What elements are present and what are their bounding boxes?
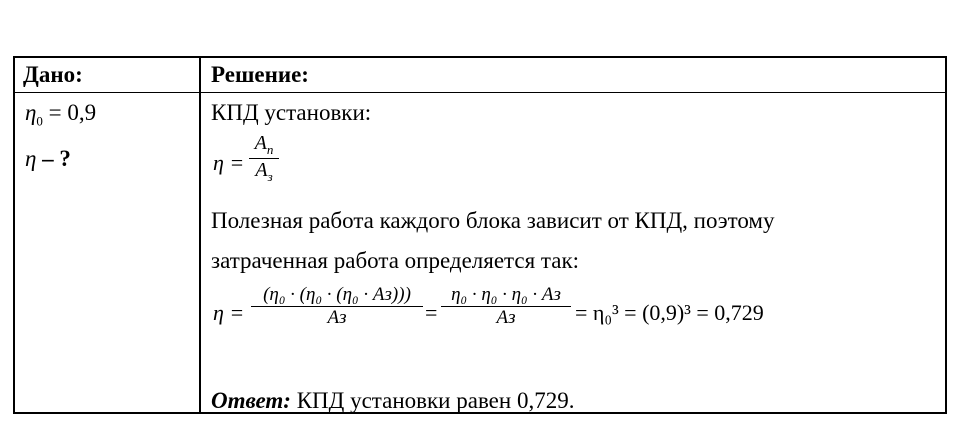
solution-table <box>13 56 947 414</box>
given-unknown-symbol: η <box>25 146 37 171</box>
given-eta0-value: = 0,9 <box>42 100 97 125</box>
formula2-num1: (η₀ · (η₀ · (η₀ · Aз))) <box>263 284 411 305</box>
formula2-fraction2 <box>441 284 571 329</box>
solution-header: Решение: <box>211 62 309 87</box>
given-unknown-rest: – ? <box>36 146 71 171</box>
formula1-lhs-text: η = <box>213 150 245 175</box>
formula2-fraction1 <box>251 284 423 329</box>
column-divider <box>199 58 201 412</box>
formula2-rest: = η₀³ = (0,9)³ = 0,729 <box>575 300 764 325</box>
formula1-num-text: A <box>254 132 267 154</box>
given-unknown <box>25 146 71 172</box>
answer-text: КПД установки равен 0,729. <box>290 388 575 413</box>
solution-intro: КПД установки: <box>211 100 372 125</box>
given-eta0-symbol: η <box>25 100 37 125</box>
answer-line <box>211 388 574 414</box>
solution-text-2: затраченная работа определяется так: <box>211 248 580 273</box>
formula1-fraction <box>249 132 279 185</box>
formula1-denominator <box>249 159 279 185</box>
formula2-den1: Aз <box>327 307 347 328</box>
formula2-eq2: = <box>425 300 438 325</box>
header-divider <box>15 92 945 93</box>
given-eta0-sub: 0 <box>36 113 43 129</box>
given-header: Дано: <box>23 62 83 87</box>
formula1-num-sub: п <box>266 142 274 157</box>
formula2-lhs <box>213 300 244 326</box>
formula1-numerator <box>249 132 279 158</box>
formula1-den-sub: з <box>267 169 273 184</box>
formula1-den-text: A <box>255 159 268 181</box>
answer-label: Ответ: <box>211 388 291 413</box>
formula2-den2: Aз <box>496 307 516 328</box>
formula2-lhs-text: η = <box>213 300 245 325</box>
solution-text-1: Полезная работа каждого блока зависит от КПД, поэтому <box>211 208 775 233</box>
formula1-lhs <box>213 150 244 176</box>
formula2-num2: η₀ · η₀ · η₀ · Aз <box>451 284 561 305</box>
given-eta0 <box>25 100 96 135</box>
